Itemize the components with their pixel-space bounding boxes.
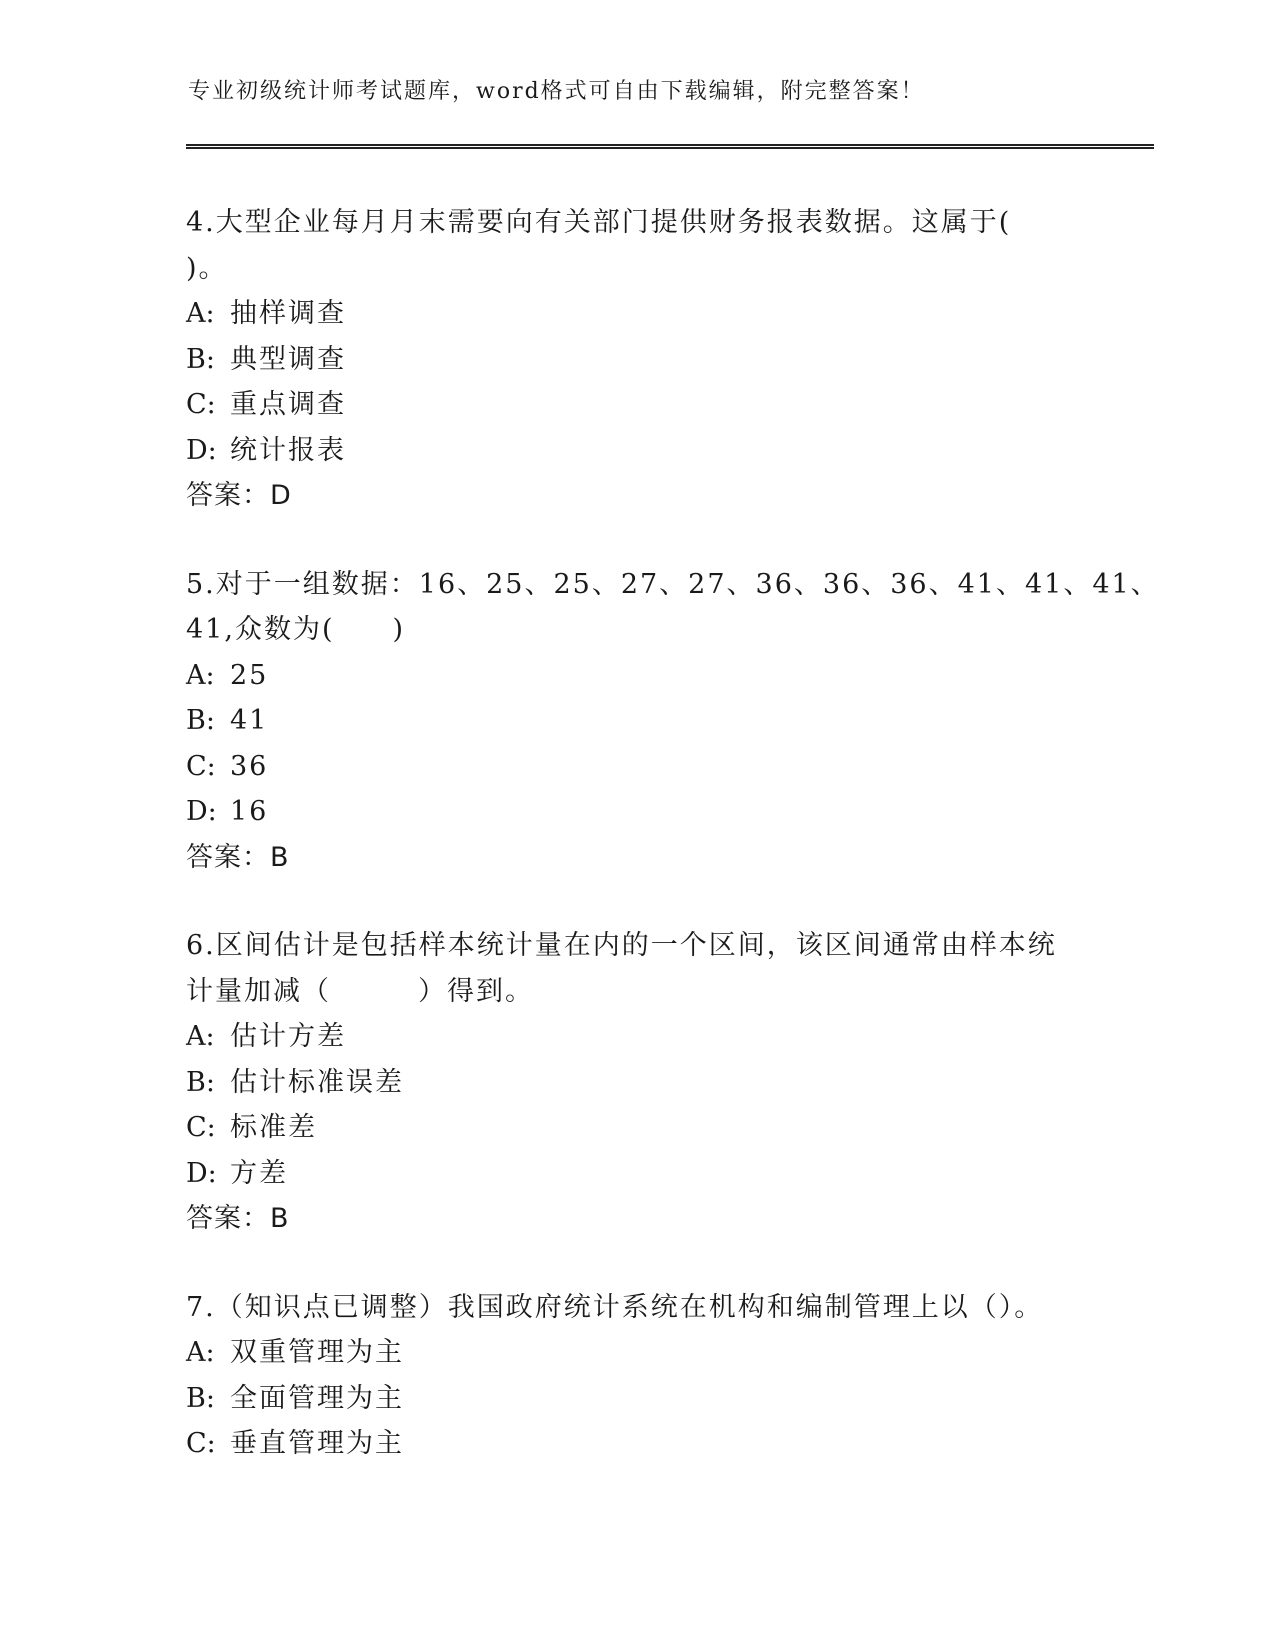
option-d — [186, 428, 1086, 474]
option-text: 41 — [230, 705, 269, 736]
option-letter: D: — [186, 1157, 217, 1189]
option-c — [186, 382, 1086, 428]
option-text: 估计方差 — [230, 1021, 346, 1052]
question-stem: 计量加减（ ）得到。 — [186, 975, 534, 1007]
option-d — [186, 789, 1086, 835]
option-text: 重点调查 — [230, 389, 346, 420]
option-letter: C: — [186, 1112, 216, 1143]
option-text: 25 — [230, 659, 269, 691]
option-text: 估计标准误差 — [230, 1066, 404, 1098]
question-list — [186, 200, 1160, 1510]
question-6 — [186, 923, 1086, 1242]
question-4 — [186, 200, 1086, 519]
option-letter: A: — [186, 659, 215, 691]
option-letter: B: — [186, 1382, 215, 1414]
option-a — [186, 291, 1086, 337]
answer-line: 答案：D — [186, 480, 292, 511]
option-text: 全面管理为主 — [230, 1382, 404, 1414]
option-letter: D: — [186, 434, 217, 466]
option-c — [186, 744, 1086, 790]
option-text: 标准差 — [230, 1112, 317, 1143]
option-letter: A: — [186, 1021, 215, 1052]
option-c — [186, 1105, 1086, 1151]
option-letter: C: — [186, 750, 216, 782]
option-text: 方差 — [230, 1157, 288, 1189]
option-letter: C: — [186, 1428, 216, 1459]
option-a — [186, 1330, 1086, 1376]
option-letter: B: — [186, 343, 215, 375]
header-divider — [186, 144, 1154, 149]
option-text: 典型调查 — [230, 343, 346, 375]
option-b — [186, 1060, 1086, 1106]
option-letter: A: — [186, 1337, 215, 1368]
question-stem: 41,众数为( ) — [186, 614, 406, 645]
option-letter: C: — [186, 389, 216, 420]
answer-line: 答案：B — [186, 1203, 290, 1234]
question-stem: 7.（知识点已调整）我国政府统计系统在机构和编制管理上以（）。 — [186, 1291, 1044, 1323]
question-stem: 4.大型企业每月月末需要向有关部门提供财务报表数据。这属于( — [186, 207, 1012, 238]
page-header: 专业初级统计师考试题库，word格式可自由下载编辑，附完整答案！ — [188, 79, 925, 104]
option-text: 36 — [230, 750, 269, 782]
option-d — [186, 1151, 1086, 1197]
option-letter: B: — [186, 705, 215, 736]
option-text: 16 — [230, 796, 269, 827]
question-stem: 5.对于一组数据：16、25、25、27、27、36、36、36、41、41、41、 — [186, 568, 1160, 600]
option-text: 垂直管理为主 — [230, 1428, 404, 1459]
option-b — [186, 1376, 1086, 1422]
question-stem: )。 — [186, 252, 228, 284]
option-text: 统计报表 — [230, 434, 346, 466]
option-text: 抽样调查 — [230, 298, 346, 329]
option-c — [186, 1421, 1086, 1467]
option-letter: A: — [186, 298, 215, 329]
option-a — [186, 653, 1086, 699]
option-b — [186, 337, 1086, 383]
option-text: 双重管理为主 — [230, 1337, 404, 1368]
option-letter: B: — [186, 1066, 215, 1098]
question-5 — [186, 562, 1160, 881]
answer-line: 答案：B — [186, 841, 290, 873]
question-7 — [186, 1285, 1086, 1467]
question-stem: 6.区间估计是包括样本统计量在内的一个区间，该区间通常由样本统 — [186, 930, 1057, 961]
option-a — [186, 1014, 1086, 1060]
option-b — [186, 698, 1086, 744]
option-letter: D: — [186, 796, 217, 827]
